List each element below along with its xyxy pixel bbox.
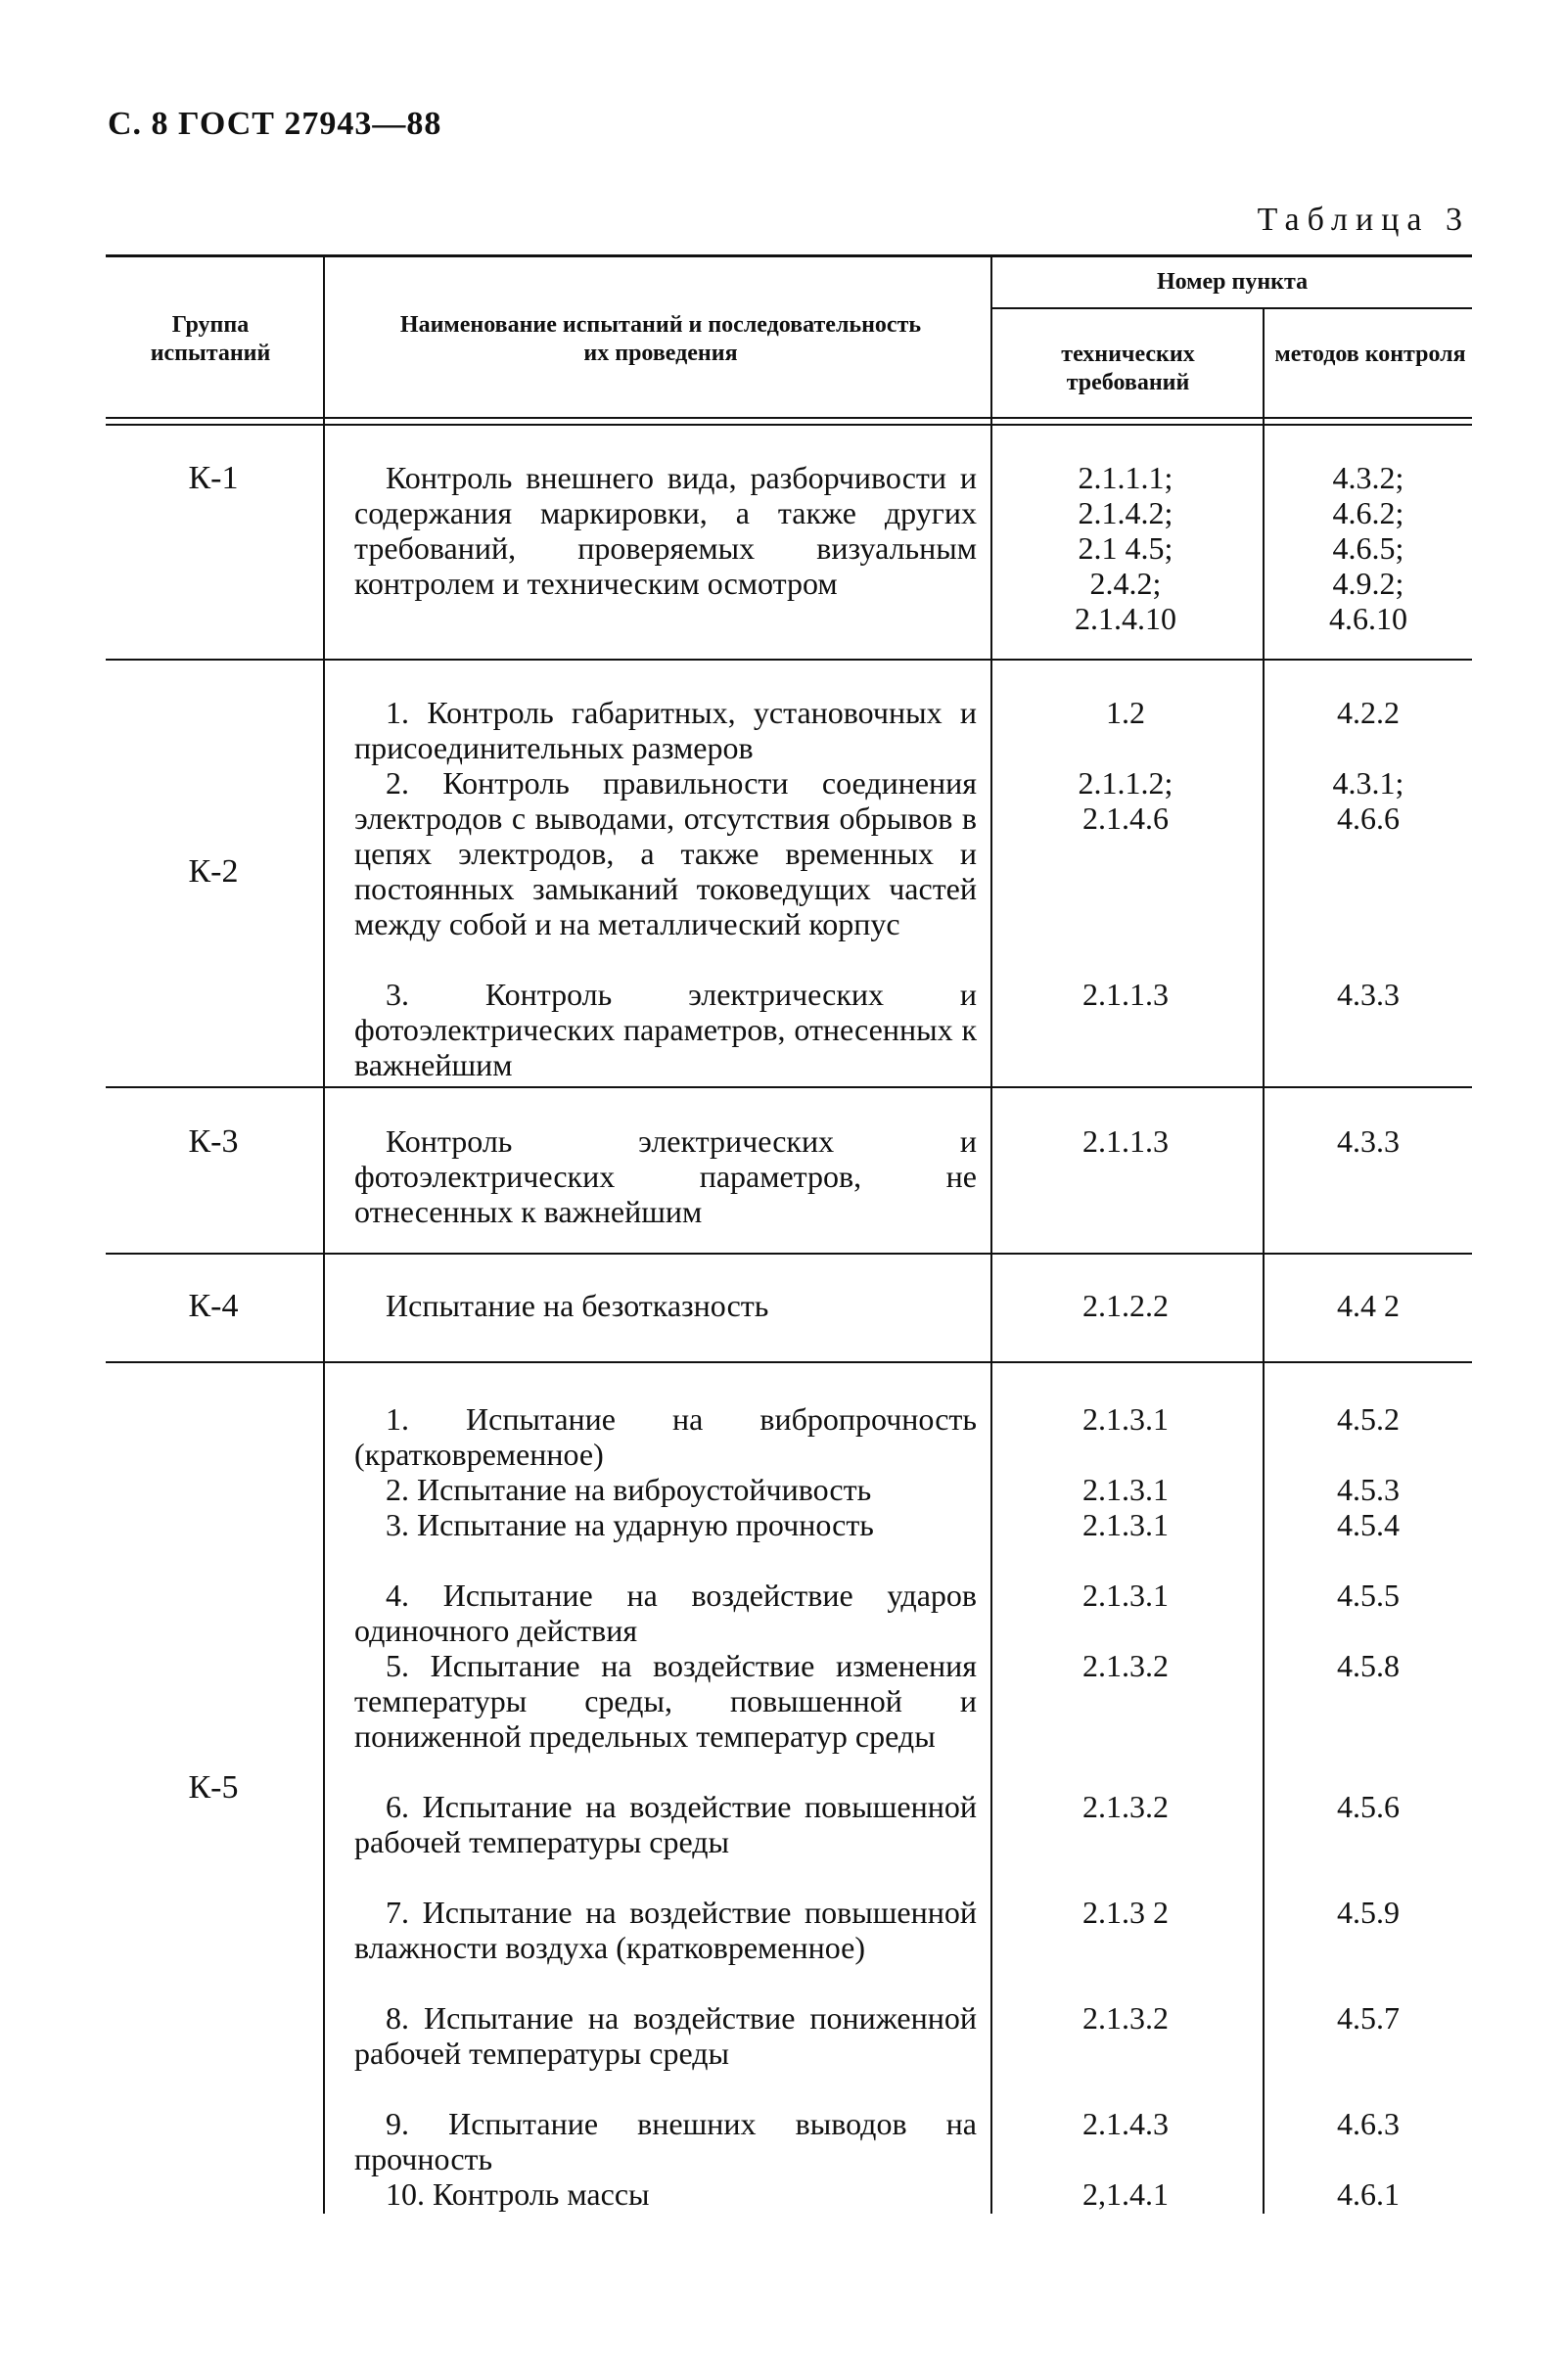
tech-ref: 2.1.4.6 — [1082, 801, 1169, 836]
tech-ref: 2.1.3.2 — [1082, 1648, 1169, 1683]
test-description — [354, 460, 977, 601]
tech-ref: 2,1.4.1 — [1082, 2176, 1169, 2212]
method-ref: 4.6.10 — [1329, 601, 1407, 636]
header-group: Группа испытаний — [150, 312, 271, 366]
method-ref-cell — [1265, 460, 1472, 636]
test-item: 4. Испытание на воздействие ударов одиночного действия — [354, 1578, 977, 1648]
test-item: 1. Контроль габаритных, установочных и присоединительных размеров — [354, 695, 977, 765]
tech-ref: 2.1.3.1 — [1082, 1578, 1169, 1613]
tech-ref-cell — [989, 765, 1263, 836]
test-item: 3. Контроль электрических и фотоэлектрических параметров, отнесенных к важнейшим — [354, 977, 977, 1082]
tech-ref: 2.1.4.2; — [1078, 495, 1173, 530]
tech-ref: 2.1.4.3 — [1082, 2106, 1169, 2141]
tech-ref: 2.1.3 2 — [1082, 1895, 1169, 1930]
method-ref-cell — [1265, 765, 1472, 836]
table-top-rule — [106, 254, 1472, 257]
header-name: Наименование испытаний и последовательность их проведения — [399, 312, 922, 366]
tech-ref: 2.1.3.1 — [1082, 1472, 1169, 1507]
row-divider — [106, 1086, 1472, 1088]
header-tech: технических требований — [1061, 342, 1195, 395]
group-label: К-1 — [188, 460, 239, 496]
method-ref: 4.5.9 — [1337, 1895, 1400, 1930]
tech-ref: 2.1 4.5; — [1078, 530, 1173, 566]
page-header: С. 8 ГОСТ 27943—88 — [108, 106, 442, 142]
tech-ref: 2.1.1.1; — [1078, 460, 1173, 495]
method-ref: 4.6.3 — [1337, 2106, 1400, 2141]
test-item: 9. Испытание внешних выводов на прочность — [354, 2106, 977, 2176]
method-ref: 4.3.1; — [1332, 765, 1404, 801]
test-item: 3. Испытание на ударную прочность — [386, 1507, 874, 1542]
test-item: 6. Испытание на воздействие повышенной рабочей температуры среды — [354, 1789, 977, 1859]
method-ref: 4.2.2 — [1337, 695, 1400, 730]
test-item: 7. Испытание на воздействие повышенной влажности воздуха (кратковременное) — [354, 1895, 977, 1965]
tech-ref: 2.1.3.1 — [1082, 1507, 1169, 1542]
method-ref: 4.4 2 — [1337, 1288, 1400, 1323]
tech-ref: 2.1.4.10 — [1075, 601, 1176, 636]
header-methods: методов контроля — [1274, 342, 1466, 367]
header-number: Номер пункта — [1156, 269, 1309, 295]
test-item: 5. Испытание на воздействие изменения температуры среды, повышенной и пониженной предельных температур среды — [354, 1648, 977, 1754]
group-label: К-3 — [188, 1123, 239, 1160]
tech-ref: 2.1.1.3 — [1082, 977, 1169, 1012]
test-item: 2. Контроль правильности соединения электродов с выводами, отсутствия обрывов в цепях электродов, а также временных и постоянных замыканий токоведущих частей между собой и на металлический корпус — [354, 765, 977, 941]
method-ref: 4.5.6 — [1337, 1789, 1400, 1824]
tech-ref: 2.1.1.2; — [1078, 765, 1173, 801]
test-item: Контроль электрических и фотоэлектрических параметров, не отнесенных к важнейшим — [354, 1123, 977, 1229]
method-ref: 4.5.5 — [1337, 1578, 1400, 1613]
test-item: Контроль внешнего вида, разборчивости и содержания маркировки, а также других требований, проверяемых визуальным контролем и техническим осмотром — [354, 460, 977, 601]
method-ref: 4.6.5; — [1332, 530, 1404, 566]
tech-ref: 2.4.2; — [1089, 566, 1162, 601]
column-divider — [323, 256, 325, 2214]
method-ref: 4.3.3 — [1337, 977, 1400, 1012]
test-item: Испытание на безотказность — [386, 1288, 769, 1323]
header-bottom-rule — [106, 417, 1472, 419]
method-ref: 4.6.1 — [1337, 2176, 1400, 2212]
number-subheader-rule — [990, 307, 1472, 309]
row-divider — [106, 659, 1472, 661]
row-divider — [106, 1253, 1472, 1255]
method-ref: 4.3.2; — [1332, 460, 1404, 495]
method-ref: 4.6.6 — [1337, 801, 1400, 836]
method-ref: 4.9.2; — [1332, 566, 1404, 601]
test-item: 1. Испытание на вибропрочность (кратковременное) — [354, 1401, 977, 1472]
header-bottom-rule-2 — [106, 424, 1472, 426]
method-ref: 4.5.4 — [1337, 1507, 1400, 1542]
method-ref: 4.5.3 — [1337, 1472, 1400, 1507]
group-label: К-2 — [188, 853, 239, 890]
test-item: 10. Контроль массы — [386, 2176, 650, 2212]
test-item: 2. Испытание на виброустойчивость — [386, 1472, 872, 1507]
tech-ref: 2.1.1.3 — [1082, 1123, 1169, 1159]
method-ref: 4.5.7 — [1337, 2000, 1400, 2036]
test-item: 8. Испытание на воздействие пониженной рабочей температуры среды — [354, 2000, 977, 2071]
table-caption: Таблица 3 — [1257, 202, 1470, 238]
tech-ref: 2.1.3.2 — [1082, 2000, 1169, 2036]
row-divider — [106, 1361, 1472, 1363]
method-ref: 4.5.8 — [1337, 1648, 1400, 1683]
group-label: К-4 — [188, 1288, 239, 1324]
tech-ref: 1.2 — [1106, 695, 1145, 730]
tech-ref: 2.1.2.2 — [1082, 1288, 1169, 1323]
method-ref: 4.6.2; — [1332, 495, 1404, 530]
group-label: К-5 — [188, 1769, 239, 1806]
tech-ref: 2.1.3.2 — [1082, 1789, 1169, 1824]
tech-ref: 2.1.3.1 — [1082, 1401, 1169, 1437]
method-ref: 4.5.2 — [1337, 1401, 1400, 1437]
method-ref: 4.3.3 — [1337, 1123, 1400, 1159]
tech-ref-cell — [989, 460, 1263, 636]
